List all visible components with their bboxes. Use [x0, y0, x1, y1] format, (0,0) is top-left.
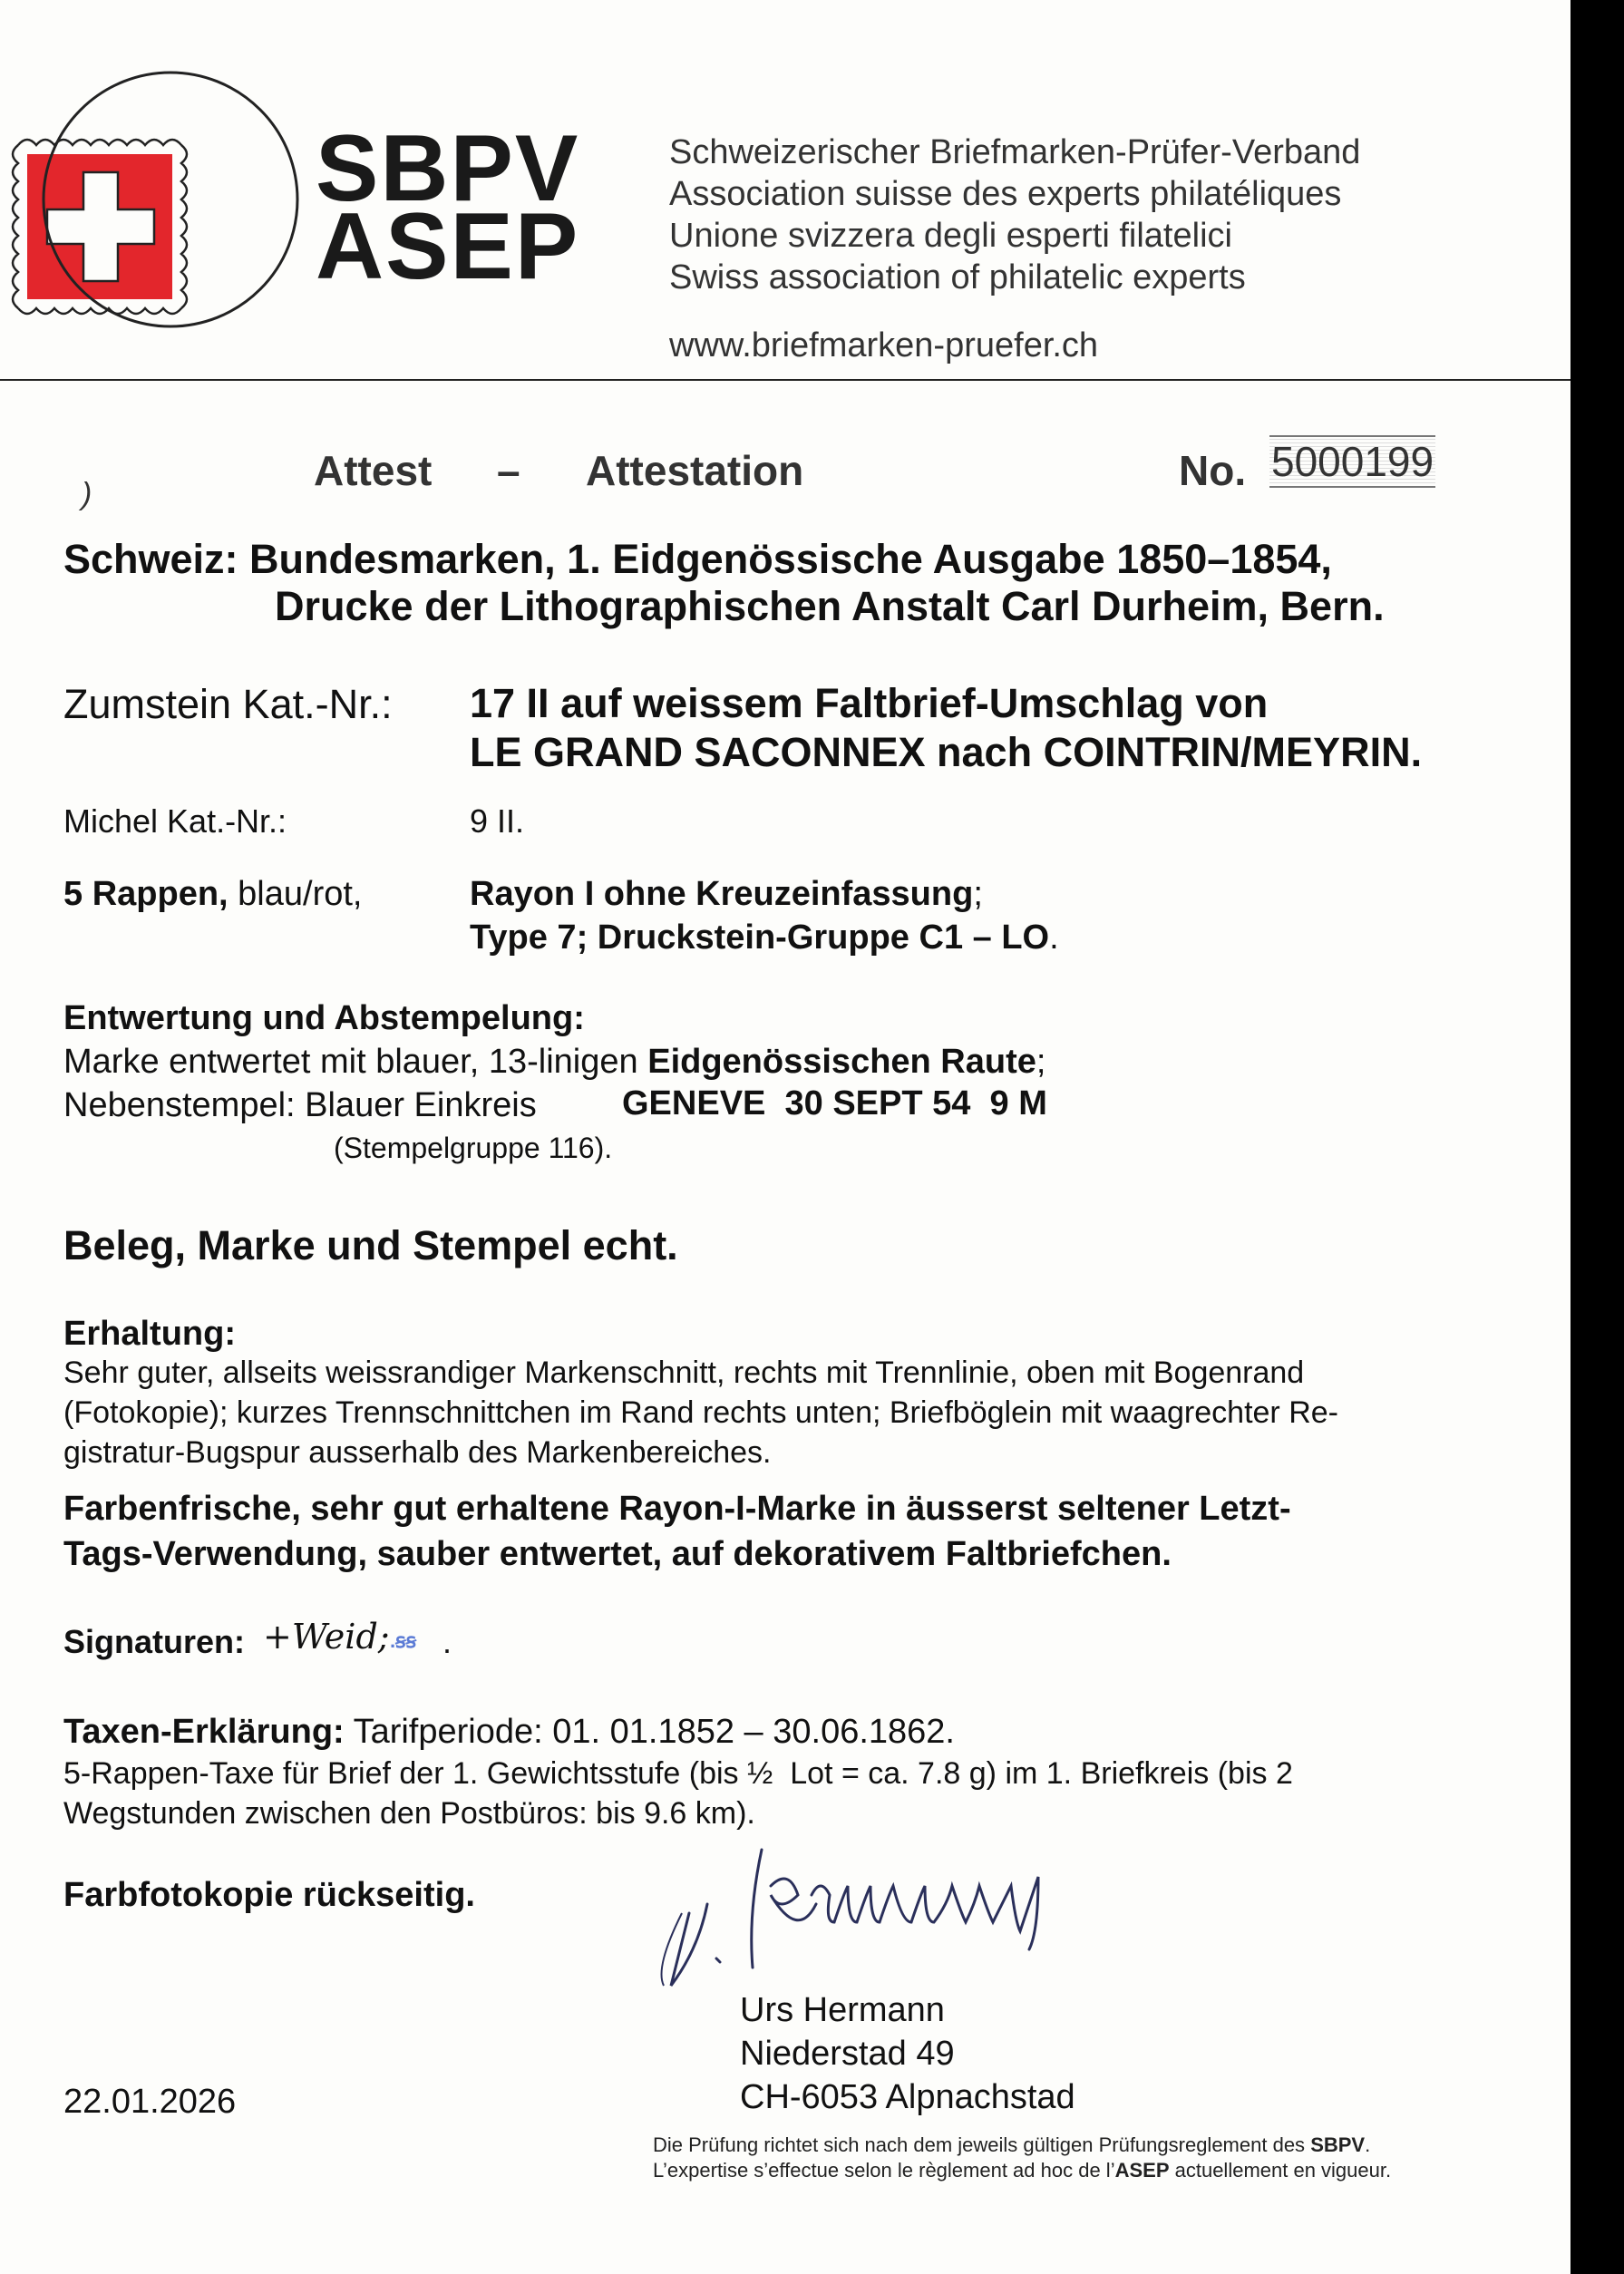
footer-de: [653, 2133, 1370, 2158]
signatures-dot: .: [442, 1623, 452, 1660]
cancellation-text: Marke entwertet mit blauer, 13-linigen: [63, 1043, 638, 1081]
org-website-link[interactable]: www.briefmarken-pruefer.ch: [669, 326, 1099, 364]
postmark-group: (Stempelgruppe 116).: [334, 1132, 613, 1164]
condition-line-3: gistratur-Bugspur ausserhalb des Markenbereiches.: [63, 1435, 772, 1470]
tax-line-2: 5-Rappen-Taxe für Brief der 1. Gewichtsstufe (bis ½ Lot = ca. 7.8 g) im 1. Briefkreis (bis 2: [63, 1756, 1293, 1791]
signature-mark-blue: .ꞩꞩ: [390, 1629, 417, 1652]
condition-line-1: Sehr guter, allseits weissrandiger Markenschnitt, rechts mit Trennlinie, oben mit Bogenrand: [63, 1356, 1305, 1390]
tax-line-1: [63, 1710, 955, 1754]
cancellation-raute: Eidgenössischen Raute: [647, 1043, 1036, 1081]
org-name-it: Unione svizzera degli esperti filatelici: [669, 217, 1232, 255]
footer-fr-end: actuellement en vigueur.: [1169, 2159, 1392, 2182]
certificate-number: 5000199: [1269, 435, 1435, 488]
footer-de-dot: .: [1365, 2133, 1371, 2156]
logo-abbr-sbpv: SBPV: [316, 116, 580, 221]
signer-street: Niederstad 49: [740, 2035, 955, 2073]
authenticity-verdict: Beleg, Marke und Stempel echt.: [63, 1222, 678, 1268]
subject-line-2: Drucke der Lithographischen Anstalt Carl Durheim, Bern.: [275, 583, 1385, 629]
stamp-dot: .: [1049, 918, 1059, 957]
certificate-date: 22.01.2026: [63, 2083, 237, 2121]
stamp-type-line-2: [470, 916, 1059, 959]
side-postmark-value: GENEVE 30 SEPT 54 9 M: [622, 1084, 1047, 1122]
margin-mark: ): [82, 477, 92, 511]
scan-border-right: [1571, 0, 1624, 2274]
org-name-fr: Association suisse des experts philatéliques: [669, 175, 1342, 213]
signature-marks: +Weid;: [263, 1617, 390, 1657]
condition-line-2: (Fotokopie); kurzes Trennschnittchen im Rand rechts unten; Briefböglein mit waagrechter Re-: [63, 1395, 1338, 1430]
side-postmark-label: Nebenstempel: Blauer Einkreis: [63, 1086, 537, 1124]
stamp-semicolon: ;: [973, 875, 983, 913]
michel-value: 9 II.: [470, 802, 525, 840]
stamp-rayon: Rayon I ohne Kreuzeinfassung: [470, 875, 974, 913]
footer-de-sbpv: SBPV: [1310, 2133, 1366, 2156]
logo-abbr-asep: ASEP: [316, 194, 580, 299]
org-name-en: Swiss association of philatelic experts: [669, 258, 1246, 296]
cancellation-line-1: [63, 1041, 1045, 1083]
stamp-denomination-line: [63, 872, 362, 916]
signer-name: Urs Hermann: [740, 1991, 945, 2029]
zumstein-value-1: 17 II auf weissem Faltbrief-Umschlag von: [470, 680, 1269, 726]
photocopy-note: Farbfotokopie rückseitig.: [63, 1876, 475, 1914]
condition-summary-1: Farbenfrische, sehr gut erhaltene Rayon-I-Marke in äusserst seltener Letzt-: [63, 1490, 1291, 1528]
signer-city: CH-6053 Alpnachstad: [740, 2078, 1075, 2116]
stamp-denomination: 5 Rappen,: [63, 875, 229, 913]
title-attest: Attest: [314, 447, 433, 494]
stamp-type: Type 7; Druckstein-Gruppe C1 – LO: [470, 918, 1050, 957]
tax-period: Tarifperiode: 01. 01.1852 – 30.06.1862.: [353, 1713, 955, 1751]
footer-de-text: Die Prüfung richtet sich nach dem jeweils gültigen Prüfungsreglement des: [653, 2133, 1306, 2156]
footer-fr: [653, 2158, 1391, 2183]
condition-heading: Erhaltung:: [63, 1315, 236, 1353]
certificate-no-label: No.: [1179, 447, 1247, 494]
stamp-color: blau/rot,: [238, 875, 363, 913]
sbpv-stamp-logo-icon: [0, 45, 308, 372]
title-dash: –: [497, 447, 520, 494]
zumstein-label: Zumstein Kat.-Nr.:: [63, 681, 393, 727]
condition-summary-2: Tags-Verwendung, sauber entwertet, auf dekorativem Faltbriefchen.: [63, 1535, 1172, 1573]
michel-label: Michel Kat.-Nr.:: [63, 802, 287, 840]
org-name-de: Schweizerischer Briefmarken-Prüfer-Verband: [669, 133, 1361, 171]
cancellation-heading: Entwertung und Abstempelung:: [63, 999, 585, 1037]
stamp-type-line-1: [470, 872, 983, 916]
footer-fr-text: L’expertise s’effectue selon le règlement ad hoc de l’: [653, 2159, 1115, 2182]
handwritten-signature-icon: [653, 1822, 1143, 2004]
header-divider: [0, 379, 1571, 381]
subject-line-1: Schweiz: Bundesmarken, 1. Eidgenössische Ausgabe 1850–1854,: [63, 536, 1332, 582]
zumstein-value-2: LE GRAND SACONNEX nach COINTRIN/MEYRIN.: [470, 729, 1423, 775]
tax-line-3: Wegstunden zwischen den Postbüros: bis 9.6 km).: [63, 1796, 755, 1831]
signatures-label: Signaturen:: [63, 1623, 246, 1660]
cancellation-semicolon: ;: [1036, 1043, 1046, 1081]
title-attestation: Attestation: [586, 447, 804, 494]
footer-fr-asep: ASEP: [1114, 2159, 1170, 2182]
tax-heading: Taxen-Erklärung:: [63, 1713, 345, 1751]
